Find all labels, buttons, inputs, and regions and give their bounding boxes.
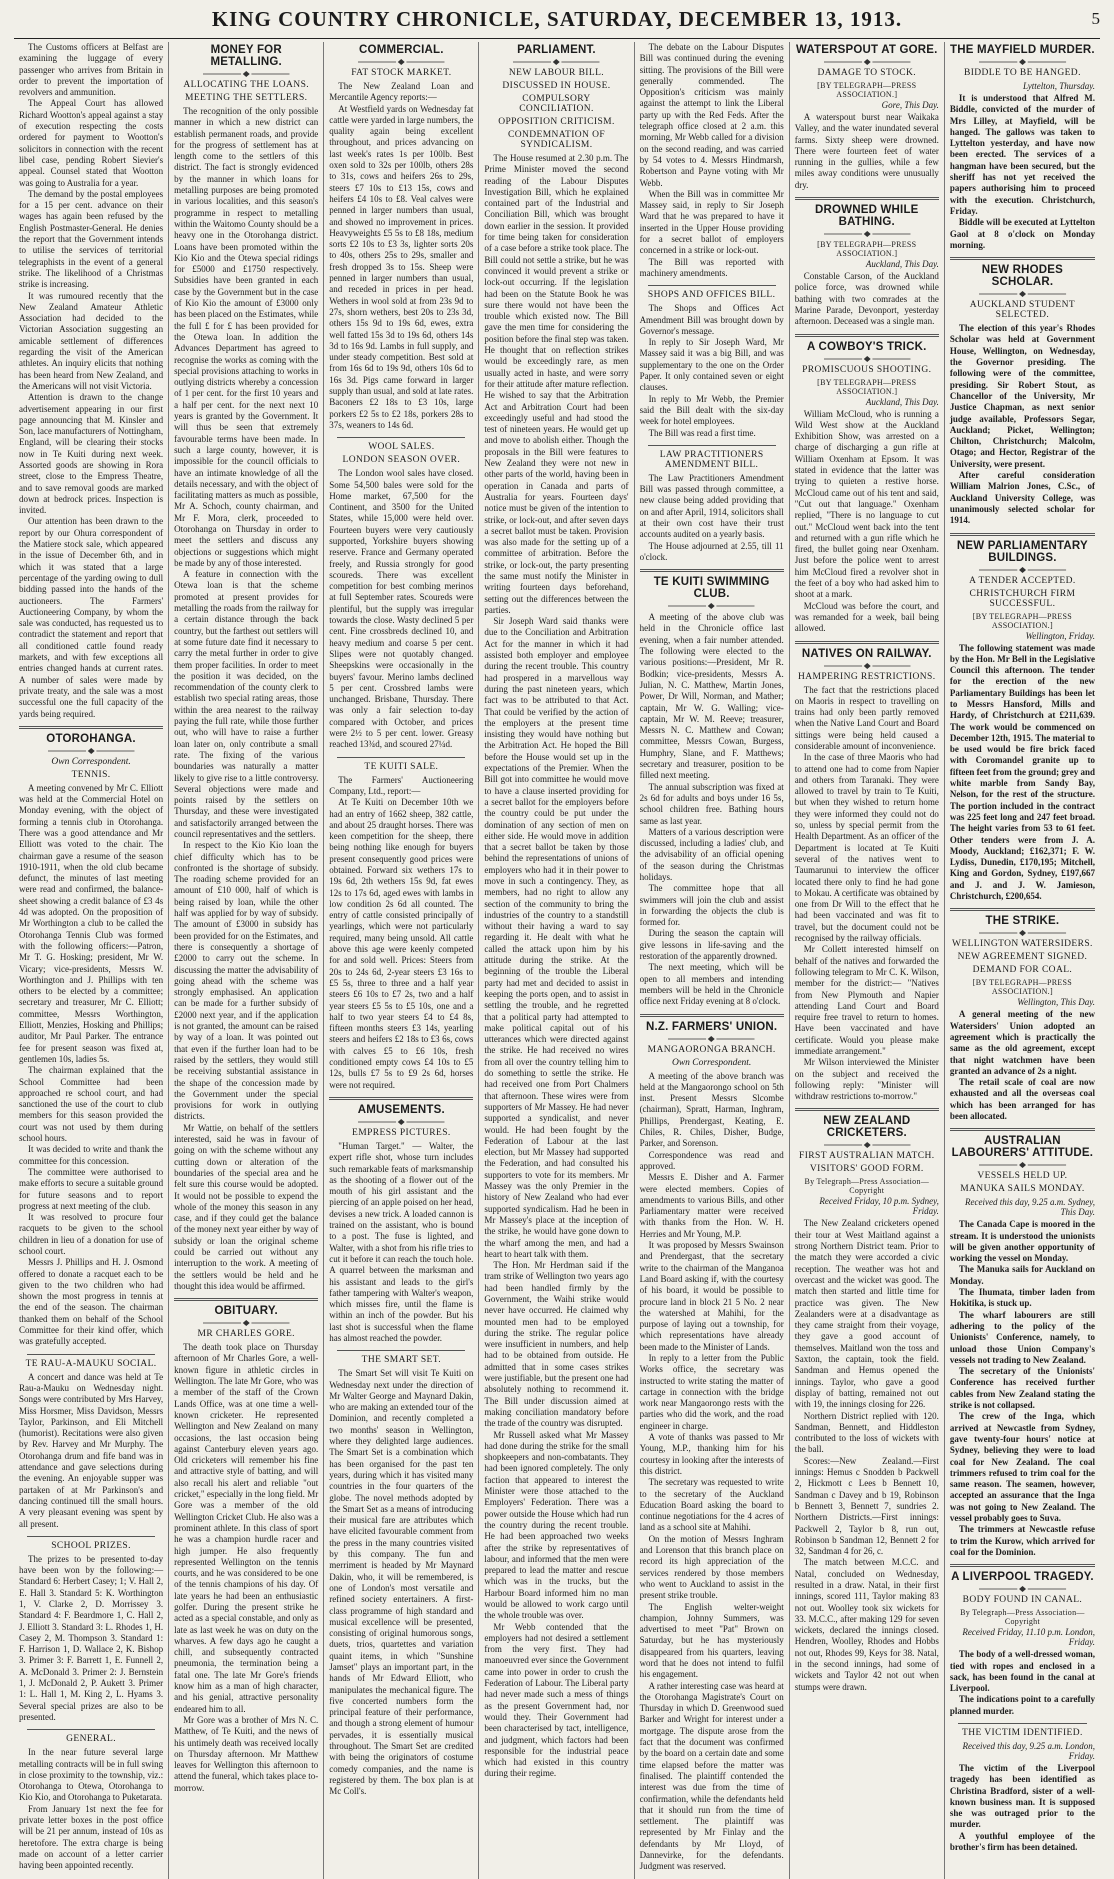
article-headline: NEW ZEALAND CRICKETERS. [823, 1115, 911, 1140]
article-dateline: [BY TELEGRAPH—PRESS ASSOCIATION.] [817, 81, 917, 99]
article [329, 437, 473, 750]
article-paragraph: A feature in connection with the Otewa loan is that the scheme promoted at present provides for metalling the roads from the railway for a certain distance through the back country, but the farthest out settlers will at some future date find it necessary to carry the metal further in order to give them proper facilities. In order to meet the position it was decided, on the recommendation of the county clerk to establish two special rating areas, those within the area nearest to the railway paying the full rate, while those further out, who will have to raise a further loan later on, only contribute a small rate. The fixing of the various boundaries was naturally a matter likely to give rise to a little controversy. Several objections were made and points raised by the settlers on Thursday, and these were investigated and satisfactorily arranged between the council representatives and the settlers. [174, 569, 319, 839]
article-paragraph: Scores:—New Zealand.—First innings: Hemus c Snodden b Packwell 2, Hickmott c Lees b Bennett 10, Sandman c Davey and b 19, Robinson b Bennett 3, Bennett 7, sundries 2. Northern Districts.—First innings: Packwell 2, Taylor b 8, run out, Robinson b Sandman 12, Bennett 2 for 32, Sandman 4 for 26, c. [794, 1455, 939, 1557]
article-paragraph: In reply to a letter from the Public Works office, the secretary was instructed to write stating the matter of cartage in connection with the bridge work near Mangaorongo rests with the parties who did the work, and the road engineer in charge. [639, 1352, 784, 1431]
column-5 [635, 42, 790, 1879]
article-paragraph: William McCloud, who is running a Wild West show at the Auckland Exhibition Show, was arrested on a charge of discharging a gun rifle at William Oxenham at Epsom. It was stated in evidence that the latter was trying to quieten a restive horse. McCloud came out of his tent and said, "Cut out that language." Oxenham replied, "There is no language to cut out." McCloud went back into the tent and returned with a gun rifle which he fired, the bullet going near Oxenham. Just before the police went to arrest him McCloud fired a revolver shot in the feet of a boy who had asked him to shoot at a mark. [794, 408, 939, 600]
article-paragraph: Northern District replied with 120. Sandman, Bennett, and Hiddleston contributed to the loss of wickets with the ball. [794, 1410, 939, 1455]
article-paragraph: The next meeting, which will be open to all members and intending members will be held in the Chronicle office next Friday evening at 8 o'clock. [639, 962, 784, 1007]
article-paragraph: Mr Wilson interviewed the Minister on the subject and received the following reply: "Minister will withdraw restrictions to-morrow." [794, 1057, 939, 1102]
article-paragraph: The committee hope that all swimmers will join the club and assist in forwarding the objects the club is formed for. [639, 883, 784, 928]
ornamental-rule [358, 1119, 444, 1125]
article-paragraph: The death took place on Thursday afternoon of Mr Charles Gore, a well-known figure in athletic circles in Wellington. The late Mr Gore, who was a member of the staff of the Crown Lands Office, was at one time a well-known cricketer. He represented Wellington and New Zealand on many occasions, the last occasion being against Canterbury eleven years ago. Old cricketers will remember his fine and attractive style of batting, and will also recall his alert and reliable "out cricket," especially in the long field. Mr Gore was a member of the old Wellington Cricket Club. He also was a prominent athlete. In this class of sport he was a champion hurdle racer and high jumper. He also frequently represented Wellington on the tennis courts, and he was considered to be one of the tennis champions of his day. Of late years he had been an enthusiastic golfer. During the present strike he acted as a special constable, and only as late as last week he was on duty on the wharves. A few days ago he caught a chill, and subsequently contracted pneumonia, the termination being a fatal one. The late Mr Gore's friends know him as a man of high character, and his genial, attractive personality endeared him to all. [174, 1342, 319, 1714]
article-paragraph: Mr Collett interested himself on behalf of the natives and forwarded the following telegram to Mr C. K. Wilson, member for the district:— "Natives from New Plymouth and Napier attending Land Court and Board require free travel to return to homes. Have been vaccinated and have certificate. Would you please make immediate arrangement." [794, 944, 939, 1056]
article-paragraph: The Canada Cape is moored in the stream. It is understood the unionists will be given another opportunity of working the vessel on Monday. [949, 1219, 1095, 1264]
article-paragraph: The English welter-weight champion, Johnny Summers, was advertised to meet "Pat" Brown on Saturday, but he has mysteriously disappeared from his quarters, leaving word that he does not intend to fulfil his engagement. [639, 1601, 784, 1680]
article [795, 44, 939, 191]
article-headline: N.Z. FARMERS' UNION. [645, 1020, 778, 1033]
article-subheading: VISITORS' GOOD FORM. [809, 1164, 924, 1175]
article-paragraph: The secretary was requested to write to the secretary of the Auckland Education Board asking the board to continue negotiations for the 4 acres of land as a school site at Mahihi. [639, 1477, 784, 1533]
article-subheading: VESSELS HELD UP. [977, 1171, 1068, 1182]
article-subheading: COMPULSORY CONCILIATION. [519, 94, 594, 114]
article-paragraph: The Bill was reported with machinery amendments. [639, 256, 784, 278]
article [950, 1128, 1095, 1558]
section-separator [337, 757, 465, 758]
article-paragraph: The fact that the restrictions placed on Maoris in respect to travelling on trains had only been partly removed when the Native Land Court and Board sittings were being held caused a considerable amount of inconvenience. [794, 684, 939, 751]
article-paragraph: On the motion of Messrs Inghram and Lorenson that this branch place on record its high appreciation of the services rendered by those members who went to Auckland to assist in the present strike trouble. [639, 1533, 784, 1601]
article-paragraph: A general meeting of the new Watersiders' Union adopted an agreement which is practically the same as the old agreement, except that night watchmen have been granted an advance of 2s a night. [949, 1009, 1095, 1076]
article-paragraph: A youthful employee of the brother's firm has been detained. [949, 1830, 1095, 1853]
article-subheading: BIDDLE TO BE HANGED. [963, 68, 1081, 78]
article-separator [950, 1128, 1095, 1131]
article-paragraph: The demand by the postal employees for a 15 per cent. advance on their wages has again been refused by the English Postmaster-General. He denies the report that the Government intends to utilise the services of territorial telegraphists in the event of a general strike. The likelihood of a Christmas strike is increasing. [19, 188, 164, 290]
article-paragraph: The Farmers' Auctioneering Company, Ltd., report:— [329, 774, 474, 796]
article [484, 44, 628, 1780]
article-paragraph: A meeting of the above club was held in the Chronicle office last evening, when a fair number attended. The following were elected to the various positions:—President, Mr R. Bodkin; vice-presidents, Messrs A. Julian, N. C. Matthew, Martin Jones, Power, Dr Will, Norman, and Mather; captain, Mr W. G. Walling; vice-captain, Mr W. M. Reeve; treasurer, Messrs N. C. Matthew and Cowan; committee, Messrs Cowan, Burgess, Humphry, Slane, and F. Matthews; secretary and treasurer, position to be filled next meeting. [639, 612, 784, 781]
article [795, 1108, 939, 1692]
article-paragraph: At Westfield yards on Wednesday fat cattle were yarded in large numbers, the quality again being excellent throughout, and prices advancing on last week's rates 1s per 100lb. Best oxen sold to 32s per 100lb, others 28s to 31s, cows and heifers 26s to 29s, steers £7 10s to £13 15s, cows and heifers £4 10s to £8. Veal calves were penned in larger numbers than usual, and showed no improvement in prices. Heavyweights £5 5s to £8 18s, medium sorts £2 10s to £3 3s, lighter sorts 20s to 40s, others 25s to 29s, smaller and fresh dropped 3s to 15s. Sheep were penned in larger numbers than usual, and receded in prices in per head. Wethers in wool sold at from 23s 9d to 27s, shorn wethers, best 20s to 23s 3d, others 15s 9d to 19s 6d, ewes, extra well fatted 15s 3d to 19s 6d, others 14s 3d to 16s 9d. Lambs in full supply, and under steady competition. Best sold at from 16s 6d to 19s 9d, others 10s 6d to 16s 3d. Pigs came forward in larger supply than usual, and sold at late rates. Baconers £2 18s to £3 10s, large porkers £2 5s to £2 18s, porkers 28s to 37s, weaners to 14s 6d. [329, 103, 474, 430]
article-subheading: THE VICTIM IDENTIFIED. [962, 1727, 1083, 1738]
article-paragraph: The retail scale of coal are now exhausted and all the overseas coal which has been arranged for has been allocated. [949, 1077, 1095, 1121]
article-paragraph: When the Bill was in committee Mr Massey said, in reply to Sir Joseph Ward that he was prepared to have it inserted in the Upper House providing for a secret ballot of employers concerned in a strike or lock-out. [639, 188, 784, 256]
article-subheading: MANUKA SAILS MONDAY. [960, 1184, 1085, 1195]
article-subheading: SCHOOL PRIZES. [51, 1540, 131, 1551]
article [329, 757, 473, 1091]
column-3 [324, 42, 479, 1879]
article-separator [795, 641, 939, 644]
ornamental-rule [979, 291, 1066, 297]
column-4 [479, 42, 634, 1879]
article-paragraph: "Human Target." — Walter, the expert rifle shot, whose turn includes such remarkable feats of marksmanship as the shooting of a flower out of the mouth of his girl assistant and the piercing of an apple poised on her head, devises a new trick. A loaded cannon is trained on the assistant, who is bound to a post. The fuse is lighted, and Walter, with a shot from his rifle tries to cut it before it can reach the touch hole. A quarrel between the marksman and his assistant and leads to the girl's father tampering with Walter's weapon, which misses fire, until the flame is within an inch of the powder. But his last shot is successful when the flame has almost reached the powder. [329, 1140, 474, 1343]
article-paragraph: The Ihumata, timber laden from Hokitika, is stuck up. [949, 1287, 1095, 1309]
article-subheading: DISCUSSED IN HOUSE. [502, 81, 611, 91]
article-paragraph: After careful consideration William Malrion Jones, C.Sc., of Auckland University College, was unanimously selected scholar for 1914. [949, 470, 1095, 526]
article [329, 1350, 473, 1797]
article-paragraph: McCloud was before the court, and was remanded for a week, bail being allowed. [794, 600, 939, 634]
article-paragraph: The secretary of the Unionists' Conference has received further cables from New Zealand stating the strike is not collapsed. [949, 1366, 1095, 1411]
article-paragraph: The Appeal Court has allowed Richard Wootton's appeal against a stay of execution respecting the costs ordered for payment to Wootton's solicitors in connection with the recent libel case, pending Robert Sievier's appeal. Counsel stated that Wootton was going to Australia for a year. [19, 98, 164, 188]
article-paragraph: The Hon. Mr Herdman said if the tram strike of Wellington two years ago had been handled firmly by the Government, the Waihi strike would never have occurred. He claimed why mounted men had to be employed during the strike. The regular police were insufficient in numbers, and help had to be obtained from outside. He admitted that in some cases strikes were justifiable, but the present one had absolutely nothing to recommend it. The Bill under discussion aimed at making conciliation mandatory before the trade of the country was disrupted. [484, 1260, 629, 1429]
article-subheading: AUCKLAND STUDENT SELECTED. [969, 300, 1076, 321]
article-separator [795, 1108, 939, 1111]
article-place-date: Received this day, 9.25 a.m. Sydney, This Day. [965, 1197, 1095, 1218]
article-paragraph: The committee were authorised to make efforts to secure a suitable ground for future seasons and to report progress at next meeting of the club. [19, 1166, 164, 1211]
article-separator [950, 533, 1095, 536]
article-subheading: ALLOCATING THE LOANS. [183, 80, 310, 90]
article-paragraph: In respect to the Kio Kio loan the chief difficulty which has to be confronted is the shortage of subsidy. The roading scheme provided for an amount of £10 000, half of which is being raised by loan, while the other half was applied for by way of subsidy. The amount of £3000 in subsidy has been provided for on the Estimates, and there is consequently a shortage of £2000 to carry out the scheme. In discussing the matter the advisability of going ahead with the scheme was strongly emphasised. An application can be made for a further subsidy of £2000 next year, and if the application is not granted, the amount can be raised by way of a loan. It was pointed out that even if the further loan had to be raised by the settlers, they would still be receiving substantial assistance in the shape of the concession made by the Government under the special provisions for work in outlying districts. [174, 840, 319, 1122]
article-paragraph: A concert and dance was held at Te Rau-a-Mauku on Wednesday night. Songs were contributed by Mrs Harvey, Miss Horsmer, Miss Davidson, Messrs Taylor, Parkinson, and Eli Mitchell (humorist). Recitations were also given by Rev. Harvey and Mr Murphy. The Otorohanga drum and fife band was in attendance and gave selections during the evening. An enjoyable supper was partaken of at Mr Parkinson's and dancing continued till the small hours. A very pleasant evening was spent by all present. [19, 1371, 164, 1529]
article-dateline: [BY TELEGRAPH—PRESS ASSOCIATION.] [817, 377, 917, 396]
article-paragraph: The Shops and Offices Act Amendment Bill was brought down by Governor's message. [639, 303, 784, 336]
article-paragraph: From January 1st next the fee for private letter boxes in the post office will be 21 per annum, instead of 10s as heretofore. The extra charge is being made on account of a letter carrier having been appointed recently. [19, 1803, 164, 1871]
article-paragraph: It was decided to write and thank the committee for this concession. [19, 1144, 164, 1166]
column-2 [169, 42, 324, 1879]
article-place-date: Received Friday, 11.10 p.m. London, Friday. [962, 1627, 1095, 1648]
article [640, 569, 784, 1007]
article-paragraph: The debate on the Labour Disputes Bill was continued during the evening sitting. The provisions of the Bill were generally commended. The Opposition's criticism was mainly against the attempt to link the Liberal party up with the Red Feds. After the telegraph office closed at 2 a.m. this morning, Mr Webb called for a division on the second reading, and was carried by 54 votes to 4. Messrs Hindmarsh, Robertson and Payne voting with Mr Webb. [639, 42, 784, 188]
section-separator [27, 1729, 155, 1730]
article-paragraph: It was resolved to procure four racquets to be given to the school children in lieu of a donation for use of school court. [19, 1212, 164, 1256]
ornamental-rule [824, 356, 910, 362]
column-7 [945, 42, 1100, 1879]
article [640, 42, 784, 279]
ornamental-rule [668, 603, 754, 609]
article-paragraph: In the near future several large metalling contracts will be in full swing in close proximity to the township, viz.: Otorohanga to Otewa, Otorohanga to Kio Kio, and Otorohanga to Puketarata. [19, 1747, 164, 1803]
article-subheading: TE RAU-A-MAUKU SOCIAL. [25, 1358, 157, 1369]
article-paragraph: Attention is drawn to the change advertisement appearing in our first page announcing that M. Kinsler and Son, lace manufacturers of Nottingham, England, will be clearing their stocks now in Te Kuiti during next week. Assorted goods are showing in Rora street, close to the Empress Theatre, and to save removal goods are marked down at bedrock prices. Inspection is invited. [19, 392, 164, 516]
article-separator [950, 1564, 1095, 1567]
article-paragraph: In reply to Mr Webb, the Premier said the Bill dealt with the six-day week for hotel employees. [639, 393, 784, 427]
article-headline: A COWBOY'S TRICK. [807, 340, 927, 353]
article-place-date: Wellington, This Day. [1017, 997, 1095, 1008]
column-1 [14, 42, 169, 1879]
ornamental-rule [824, 59, 910, 65]
article-paragraph: A meeting of the above branch was held at the Mangaorongo school on 5th inst. Present Messrs Slcombe (chairman), Spratt, Harman, Inghram, Phillips, Prendergast, Keating, E. Chiles, R. Chiles, Disher, Budge, Parker, and Sorenson. [639, 1070, 784, 1149]
article-paragraph: A vote of thanks was passed to Mr Young, M.P., thanking him for his courtesy in looking after the interests of this district. [639, 1432, 784, 1476]
article-headline: OBITUARY. [214, 1305, 278, 1318]
article-headline: TE KUITI SWIMMING CLUB. [653, 576, 770, 601]
ornamental-rule [979, 930, 1066, 936]
article-separator [174, 1298, 318, 1301]
article-paragraph: Mr Webb contended that the employers had not desired a settlement from the very first. They had manoeuvred ever since the Government came into power in order to crush the Federation of Labour. The Liberal party had never made such a mess of things as the present Government had, nor would they. Their Government had been characterised by tact, intelligence, and judgment, which factors had been responsible for the industrial peace which had existed in this country during their regime. [484, 1621, 629, 1779]
article-paragraph: The election of this year's Rhodes Scholar was held at Government House, Wellington, on Wednesday, the Governor presiding. The following were of the committee, presiding. Sir Robert Stout, as Chancellor of the University, Mr Justice Chapman, as next senior judge available, Professors Segar, Auckland; Picket, Wellington; Chilton, Christchurch; Malcolm, Otago; and Hector, Registrar of the University, were present. [949, 323, 1095, 469]
article-headline: A LIVERPOOL TRAGEDY. [951, 1571, 1094, 1584]
article-paragraph: Matters of a various description were discussed, including a ladies' club, and the advisability of an official opening of the season during the Christmas holidays. [639, 826, 784, 882]
article-subheading: DEMAND FOR COAL. [972, 965, 1073, 976]
article [950, 533, 1095, 903]
article [640, 445, 784, 563]
section-separator [958, 1723, 1087, 1724]
article-headline: NATIVES ON RAILWAY. [801, 647, 932, 660]
article-subheading: OPPOSITION CRITICISM. [498, 117, 615, 127]
article-paragraph: Messrs E. Disher and A. Farmer were elected members. Copies of amendments to various Bills, and other Parliamentary matter were received with thanks from the Hon. W. H. Herries and Mr Young, M.P. [639, 1172, 784, 1239]
article [174, 44, 318, 1292]
article-place-date: Received this day, 9.25 a.m. London, Friday. [962, 1740, 1095, 1761]
columns-container [14, 42, 1100, 1872]
article-separator [795, 334, 939, 337]
article-paragraph: Sir Joseph Ward said thanks were due to the Conciliation and Arbitration Act for the manner in which it had assisted both employer and employee during the recent trouble. This country had prospered in a marvellous way during the past nineteen years, which fact was to be attributed to that Act. That could be verified by the action of the employers at the present time insisting they would have nothing but the Arbitration Act. He hoped the Bill before the House would set up in the expectations of the Premier. When the Bill got into committee he would move to have a clause inserted providing for a secret ballot for the employers before the country could be put under the domination of any section of men on either side. He would move in addition that a secret ballot be taken by those behind the representations of unions of employers who had it in their power to move in such a contingency. They, as members, had no right to allow any section of the community to bring the industries of the country to a standstill without their having a ward to say regarding it. He dealt with what he called the attack upon him by his attitude during the strike. At the beginning of the trouble the Liberal party had met and decided to assist in keeping the ports open, and to assist in settling the trouble, and he regretted that a political party had attempted to make political capital out of his utterances which were directed against the strike. He had received no wires from all over the country telling him to do something to settle the strike. He had received one from Port Chalmers that afternoon. These wires were from supporters of Mr Massey. He had never supported a syndicalist, and never would. He had been fought by the Federation of Labour at the last election, but Mr Massey had supported the Federation, and had consulted his supporters to vote for its members. Mr Massey was the only Premier in the history of New Zealand who had ever supported syndicalism. Had he been in Mr Massey's place at the inception of the strike, he would have gone down to the wharf among the men, and had a heart to heart talk with them. [484, 616, 629, 1259]
article [950, 908, 1095, 1122]
article [950, 1723, 1095, 1853]
article [795, 334, 939, 635]
article [795, 641, 939, 1103]
article [950, 44, 1095, 251]
article-headline: COMMERCIAL. [359, 44, 444, 56]
article-subheading: THE SMART SET. [361, 1355, 442, 1366]
article-subheading: Own Correspondent. [51, 756, 131, 767]
article-headline: WATERSPOUT AT GORE. [795, 44, 938, 56]
article-paragraph: The trimmers at Newcastle refuse to trim the Kurow, which arrived for coal for the Dominion. [949, 1524, 1095, 1557]
article-place-date: Auckland, This Day. [865, 396, 939, 407]
section-separator [648, 445, 776, 446]
article-subheading: NEW LABOUR BILL. [508, 68, 605, 78]
ornamental-rule [48, 748, 134, 754]
article-subheading: CONDEMNATION OF SYNDICALISM. [507, 130, 606, 150]
article-paragraph: Our attention has been drawn to the report by our Ohura correspondent of the Matiere stock sale, which appeared in the issue of December 6th, and in which it was stated that a large percentage of the yarding owing to dull bidding passed into the hands of the auctioneers. The Farmers' Auctioneering Company, by whom the sale was conducted, has requested us to contradict the statement and report that all conditioned cattle found ready markets, and with few exceptions all entries changed hands at current rates. A number of sales were made by private treaty, and the sale was a most successful one the full capacity of the yards being required. [19, 516, 164, 719]
article-subheading: MEETING THE SETTLERS. [184, 93, 308, 103]
article-paragraph: Constable Carson, of the Auckland police force, was drowned while bathing with two comrades at the Marine Parade, Devonport, yesterday afternoon. Deceased was a single man. [794, 271, 939, 327]
article-subheading: WELLINGTON WATERSIDERS. [952, 939, 1093, 950]
article [329, 1097, 473, 1344]
article-headline: OTOROHANGA. [46, 732, 136, 745]
article-paragraph: Mr Wattie, on behalf of the settlers interested, said he was in favour of going on with the scheme without any cutting down or alteration of the boundaries of the special area and he felt sure this course would be adopted. It would not be possible to expend the whole of the money this season in any case, and if they could get the balance of the money next year either by way of subsidy or loan the original scheme could be carried out without any interruption to the work. A meeting of the settlers would be held and he thought this idea would be affirmed. [174, 1122, 319, 1291]
article-subheading: WOOL SALES. [368, 442, 435, 453]
article-paragraph: The prizes to be presented to-day have been won by the following:— Standard 6: Herbert Casey; 1; V. Hall 2, E. Hall 3. Standard 5: K. Worthington 1, V. Clarke 2, D. Morrissey 3. Standard 4: F. Beardmore 1, C. Hall 2, J. Elliott 3. Standard 3: L. Rhodes 1, H. Casey 2, M. Thompson 3. Standard 1: F. Harrison 1, D. Wallace 2, K. Bishop 3. Primer 3: F. Barrett 1, E. Funnell 2, A. McDonald 3. Primer 2: J. Bernstein 1, J. McDonald 2, P. Aukett 3. Primer 1: L. Hall 1, M. King 2, L. Hyams 3. Several special prizes are also to be presented. [19, 1553, 164, 1722]
article-paragraph: The annual subscription was fixed at 2s 6d for adults and boys under 16 5s, school children free. Bathing hours same as last year. [639, 781, 784, 826]
article-paragraph: In reply to Sir Joseph Ward, Mr Massey said it was a big Bill, and was supplementary to the one on the Order Paper. It only contained seven or eight clauses. [639, 337, 784, 393]
ornamental-rule [979, 59, 1066, 65]
article-paragraph: The crew of the Inga, which arrived at Newcastle from Sydney, gave twenty-four hours' notice at Sydney, believing they were to load coal for New Zealand. The coal trimmers refused to trim coal for the same reason. The seamen, however, accepted an assurance that the Inga was not going to New Zealand. The vessel probably goes to Suva. [949, 1411, 1095, 1524]
article [174, 1298, 318, 1794]
article-subheading: Own Correspondent. [671, 1057, 752, 1068]
article-place-date: Received Friday, 10 p.m. Sydney, Friday. [819, 1196, 939, 1217]
article-subheading: HAMPERING RESTRICTIONS. [798, 671, 936, 682]
masthead [14, 0, 1100, 39]
ornamental-rule [358, 59, 444, 65]
section-separator [337, 437, 465, 438]
article-dateline: [BY TELEGRAPH—PRESS ASSOCIATION.] [972, 611, 1073, 630]
ornamental-rule [824, 663, 910, 669]
ornamental-rule [513, 59, 599, 65]
article-paragraph: It was rumoured recently that the New Zealand Amateur Athletic Association had decided to the Victorian Association suggesting an amicable settlement of differences regarding the visit of the American athletes. An inquiry elicits that nothing has been heard from New Zealand, and the Americans will not visit Victoria. [19, 290, 164, 391]
article-paragraph: Messrs J. Phillips and H. J. Osmond offered to donate a racquet each to be given to the two children who had shown the most progress in tennis at the end of the season. The chairman thanked them on behalf of the School Committee for their kind offer, which was gratefully accepted. [19, 1257, 164, 1347]
article [950, 1564, 1095, 1717]
article-subheading: A TENDER ACCEPTED. [969, 575, 1076, 586]
article-subheading: DAMAGE TO STOCK. [817, 68, 917, 78]
article-paragraph: The victim of the Liverpool tragedy has been identified as Christina Bradford, sister of a well-known business man. It is supposed she was outraged prior to the murder. [949, 1762, 1095, 1830]
article-subheading: LONDON SEASON OVER. [342, 455, 461, 466]
article-headline: THE MAYFIELD MURDER. [950, 44, 1095, 56]
article-paragraph: It is understood that Alfred M. Biddle, convicted of the murder of Mrs Lilley, at Mayfield, will be hanged. The gallows was taken to Lyttelton yesterday, and have now been erected. The services of a hangman have been secured, but the sheriff has not yet received the papers authorising him to proceed with the execution. Christchurch, Friday. [949, 93, 1095, 216]
article-paragraph: The chairman explained that the School Committee had been approached re school court, and had sanctioned the use of the court to club members for this season provided the court was not used by them during school hours. [19, 1065, 164, 1144]
article-paragraph: During the season the captain will give lessons in life-saving and the restoration of the apparently drowned. [639, 928, 784, 962]
article-dateline: By Telegraph—Press Association—Copyright [804, 1177, 930, 1196]
section-separator [27, 1354, 155, 1355]
section-separator [337, 1350, 465, 1351]
article-paragraph: A rather interesting case was heard at the Otorohanga Magistrate's Court on Thursday in which D. Greenwood sued Barker and Wright for interest under a mortgage. The dispute arose from the fact that the document was confirmed by the board on a certain date and some time elapsed before the matter was finalised. The plaintiff contended the interest was due from the time of confirmation, while the defendants held that it should run from the time of settlement. The plaintiff was represented by Mr Finlay and the defendants by Mr Lloyd, of Dannevirke, for the defendants. Judgment was reserved. [639, 1680, 784, 1872]
article-subheading: CHRISTCHURCH FIRM SUCCESSFUL. [969, 588, 1076, 609]
article-paragraph: The New Zealand cricketers opened their tour at West Maitland against a strong Northern District team. Prior to the match they were accorded a civic reception. The weather was hot and overcast and the wicket was good. The match then started and little time for practice was given. The New Zealanders were at a disadvantage as they came straight from their voyage, they gave a good account of themselves. Maitland won the toss and Saxton, the captain, took the field. Sandman and Hemus opened the innings. Taylor, who gave a good display of batting, remained not out with 19, the innings closing for 226. [794, 1218, 939, 1410]
ornamental-rule [979, 1586, 1066, 1592]
article-subheading: BODY FOUND IN CANAL. [962, 1595, 1083, 1606]
article-paragraph: The wharf labourers are still adhering to the policy of the Unionists' Conference, namely, to unload those Union Company's vessels not trading to New Zealand. [949, 1309, 1095, 1365]
section-separator [648, 285, 776, 286]
article-dateline: [BY TELEGRAPH—PRESS ASSOCIATION.] [817, 240, 917, 259]
article-paragraph: In the case of three Maoris who had to attend one had to come from Napier and others from Taranaki. They were allowed to travel by train to Te Kuiti, but when they wished to return home they were informed they could not do so, unless by special permit from the Health Department. As an officer of the Department is located at Te Kuiti several of the natives went to Taumarunui to interview the officer located there only to find he had gone to Mokau. A certificate was obtained by one from Dr Will to the effect that he had been vaccinated and was fit to travel, but the document could not be recognised by the railway officials. [794, 752, 939, 944]
ornamental-rule [979, 567, 1066, 573]
article-headline: PARLIAMENT. [517, 44, 596, 56]
article-separator [950, 257, 1095, 260]
article [329, 44, 473, 431]
article [19, 42, 163, 720]
article-headline: DROWNED WHILE BATHING. [815, 204, 919, 229]
article-paragraph: The Smart Set will visit Te Kuiti on Wednesday next under the direction of Mr Walter George and Maynard Dakin, who are making an extended tour of the Dominion, and recently completed a two months' season in Wellington, where they delighted large audiences. The Smart Set is a combination which has been organised for the past ten years, during which it has visited many countries in the four quarters of the globe. The novel methods adopted by the Smart Set as a means of introducing their musical fare are attributes which have elicited favourable comment from the press in the many countries visited by this company. The fun and merriment is headed by Mr Maynard Dakin, who, it will be remembered, is one of London's most versatile and refined society entertainers. A first-class programme of high standard and musical excellence will be presented, consisting of original humorous songs, duets, trios, quartettes and variation quaint items, in which "Sunshine Jamset" plays an important part, in the hands of Mr Edward Elliott, who manipulates the mechanical figure. The five concerted numbers form the principal feature of their performance, and though a strong element of humour pervades, it is essentially musical throughout. The Smart Set are credited with being the originators of costume comedy companies, and the name is registered by them. The box plan is at Mc Coll's. [329, 1368, 474, 1797]
article-paragraph: The Customs officers at Belfast are examining the luggage of every passenger who arrives from Britain in order to prevent the importation of revolvers and ammunition. [19, 42, 164, 98]
article-paragraph: The recognition of the only possible manner in which a new district can establish permanent roads, and provide for the progress of settlement has at length come to the settlers of this district. The fact is strongly evidenced by the manner in which loans for metalling purposes are being promoted in various localities, and this season's programme in respect to metalling within the Waitomo County should be a heavy one in the Otorohanga district. Loans have been promoted within the Kio Kio and the Otewa special ridings for £5000 and £1750 respectively. Subsidies have been granted in each case by the Government but in the case of Kio Kio the amount of £3000 only has been placed on the Estimates, while the full £ for £ has been provided for the Otewa loan. In addition the Advances Department has agreed to recognise the works as coming with the special provisions attaching to works in outlying districts whereby a concession of 1 per cent. for the first 10 years and a half per cent. for the next next 10 years is granted by the Government. It will thus be seen that extremely favourable terms have been made. In such a large county, however, it is impossible for the council officials to have an intimate knowledge of all the details necessary, and with the object of facilitating matters as much as possible, Mr A. Schoch, county chairman, and Mr F. Mora, clerk, proceeded to Otorohanga on Thursday in order to meet the settlers and discuss any objections or suggestions which might be made by any of those interested. [174, 106, 319, 568]
article [640, 285, 784, 439]
article-paragraph: The match between M.C.C. and Natal, concluded on Wednesday, resulted in a draw. Natal, in their first innings, scored 111, Taylor making 83 not out. Woolley took six wickets for 33. M.C.C., after making 129 for seven wickets, declared the innings closed. Hendren, Woolley, Rhodes and Hobbs not out, Rhodes 99, Keys for 38. Natal, in the second innings, had some of wickets and Taylor 42 not out when stumps were drawn. [794, 1557, 939, 1692]
article-subheading: FIRST AUSTRALIAN MATCH. [799, 1151, 935, 1162]
page-number: 5 [1091, 9, 1100, 28]
article-place-date: Gore, This Day. [881, 100, 939, 110]
article-subheading: MR CHARLES GORE. [197, 1329, 295, 1340]
article-separator [329, 1097, 473, 1100]
ornamental-rule [979, 1162, 1066, 1168]
article-separator [640, 569, 784, 572]
article-paragraph: The body of a well-dressed woman, tied with ropes and enclosed in a sack, has been found in the canal at Liverpool. [949, 1649, 1095, 1694]
article-paragraph: Mr Gore was a brother of Mrs N. C. Matthew, of Te Kuiti, and the news of his untimely death was received locally on Thursday afternoon. Mr Matthew leaves for Wellington this afternoon to attend the funeral, which takes place to-morrow. [174, 1714, 319, 1793]
article-subheading: TENNIS. [71, 769, 111, 780]
ornamental-rule [824, 1142, 910, 1148]
article-place-date: Wellington, Friday. [1025, 630, 1095, 641]
article-paragraph: The House resumed at 2.30 p.m. The Prime Minister moved the second reading of the Labour Disputes Investigation Bill, which he explained contained part of the Industrial and Conciliation Bill, which was brought down earlier in the session. It provided for time being taken for consideration of a case before a strike took place. The Bill could not settle a strike, but he was convinced it would prevent a strike or lock-out occurring. If the legislation had been on the Statute Book he was sure there would not have been the trouble which existed now. The Bill gave the men time for considering the position before the final step was taken. He thought that on reflection strikes would be exceedingly rare, as men usually acted in haste, and were sorry for their attitude after mature reflection. He wished to say that the Arbitration Act and Arbitration Court had been exceedingly useful and had stood the test of nineteen years. He would get up and move to abolish either. Though the proposals in the Bill were features to New Zealand they were not new in other parts of the world, having been in operation in Canada and parts of Australia for years. Fourteen days' notice must be given of the intention to strike, or lock-out, and after seven days a secret ballot must be taken. Provision was also made for the setting up of a committee of arbitration. Before the strike, or lock-out, the party presenting the same must notify the Minister in writing fourteen days beforehand, setting out the differences between the parties. [484, 153, 629, 615]
article-headline: THE STRIKE. [985, 915, 1060, 928]
article-paragraph: A waterspout burst near Waikaka Valley, and the water inundated several farms. Sixty sheep were drowned. There were fourteen feet of water running in the gullies, while a few miles away conditions were unusually dry. [794, 112, 939, 190]
article-subheading: LAW PRACTITIONERS AMENDMENT BILL. [659, 449, 764, 470]
article [19, 1536, 163, 1723]
article-paragraph: The Manuka sails for Auckland on Monday. [949, 1264, 1095, 1286]
article-headline: MONEY FOR METALLING. [210, 44, 282, 68]
section-separator [27, 1536, 155, 1537]
column-6 [790, 42, 945, 1879]
ornamental-rule [203, 1320, 289, 1326]
article-paragraph: The Law Practitioners Amendment Bill was passed through committee, a new clause being added providing that on and after April, 1914, solicitors shall at their own cost have their trust accounts audited on a yearly basis. [639, 472, 784, 540]
article-subheading: GENERAL. [66, 1734, 117, 1745]
article [795, 197, 939, 327]
article-subheading: PROMISCUOUS SHOOTING. [802, 364, 932, 375]
article-paragraph: Correspondence was read and approved. [639, 1149, 784, 1171]
article-headline: AMUSEMENTS. [357, 1103, 445, 1116]
article-subheading: FAT STOCK MARKET. [351, 68, 452, 78]
article [19, 726, 163, 1348]
article-separator [950, 908, 1095, 911]
article-separator [19, 726, 163, 729]
article-separator [795, 197, 939, 200]
article-paragraph: Mr Russell asked what Mr Massey had done during the strike for the small shopkeepers and non-combatants. They had been ignored completely. The only faction that appeared to interest the Minister were those attached to the Employers' Federation. There was a power outside the House which had run the country during the recent trouble. He had been approached two weeks after the strike by representatives of labour, and informed that the men were prepared to lead the matter and rescue which was in the trucks, but the Harbour Board informed him no man would be allowed to work cargo until the whole trouble was over. [484, 1429, 629, 1621]
article-headline: NEW PARLIAMENTARY BUILDINGS. [956, 539, 1088, 564]
article-subheading: SHOPS AND OFFICES BILL. [647, 290, 776, 301]
article-paragraph: The following statement was made by the Hon. Mr Bell in the Legislative Council this afternoon. The tender for the erection of the new Parliamentary Buildings has been let to Messrs Hansford, Mills and Hardy, of Christchurch at £211,639. The work would be commenced on December 12th, 1915. The material to be used would be fire brick faced with Coromandel granite up to fifteen feet from the ground; grey and white marble from Sandy Bay, Nelson, for the rest of the structure. The portion included in the contract was 225 feet long and 247 feet broad. The height varies from 53 to 61 feet. Other tenders were from J. A. Moody, Auckland; £162,371; F. W. Lydiss, Dunedin, £170,195; Mitchell, King and Gordon, Sydney, £197,667 and J. and J. W. Jamieson, Christchurch, £200,654. [949, 642, 1095, 902]
article [19, 1354, 163, 1530]
article-paragraph: The Bill was read a first time. [648, 427, 756, 438]
article-headline: AUSTRALIAN LABOURERS' ATTITUDE. [951, 1135, 1094, 1160]
article-dateline: By Telegraph—Press Association—Copyright [960, 1608, 1085, 1627]
article-place-date: Auckland, This Day. [865, 259, 939, 270]
article [640, 1014, 784, 1873]
article-place-date: Lyttelton, Thursday. [1022, 81, 1095, 91]
article-subheading: NEW AGREEMENT SIGNED. [957, 952, 1088, 963]
ornamental-rule [824, 231, 910, 237]
article-paragraph: A meeting convened by Mr C. Elliott was held at the Commercial Hotel on Monday evening, with the object of forming a tennis club in Otorohanga. There was a good attendance and Mr Elliott was voted to the chair. The chairman gave a resume of the season 1910-1911, when the old club became defunct, the minutes of last meeting were read and confirmed, the balance-sheet showing a credit balance of £3 4s 4d was adopted. On the proposition of Mr Worthington a club to be called the Otorohanga Tennis Club was formed with the following officers:—Patron, Mr T. G. Hosking; president, Mr W. Vicary; vice-presidents, Messrs W. Worthington and J. Phillips with ten others to be elected by a committee; secretary and treasurer, Mr C. Elliott; committee, Messrs Worthington, Elliott, Menzies, Hosking and Phillips; auditor, Mr Paul Parker. The entrance fee for present season was fixed at, gentlemen 10s, ladies 5s. [19, 782, 164, 1064]
article-paragraph: The New Zealand Loan and Mercantile Agency reports:— [329, 81, 474, 103]
article-separator [640, 1014, 784, 1017]
article-subheading: EMPRESS PICTURES. [352, 1127, 451, 1138]
article-headline: NEW RHODES SCHOLAR. [981, 264, 1064, 289]
article-paragraph: The House adjourned at 2.55, till 11 o'clock. [639, 540, 784, 562]
article [950, 257, 1095, 526]
article-paragraph: Biddle will be executed at Lyttelton Gaol at 8 o'clock on Monday morning. [949, 217, 1095, 250]
article-paragraph: The indications point to a carefully planned murder. [949, 1694, 1095, 1716]
ornamental-rule [203, 71, 289, 77]
newspaper-title: KING COUNTRY CHRONICLE, SATURDAY, DECEMBER 13, 1913. [211, 6, 903, 31]
article-dateline: [BY TELEGRAPH—PRESS ASSOCIATION.] [972, 978, 1073, 997]
article-paragraph: The London wool sales have closed. Some 54,500 bales were sold for the Home market, 67,500 for the Continent, and 3500 for the United States, while 15,000 were held over. Fourteen buyers were very cautiously supported, Yorkshire buyers showing reserve. France and Germany operated freely, and Russia strongly for good scoureds. There was excellent competition for best combing merinos at full September rates. Scoureds were plentiful, but the supply was irregular towards the close. Wasty declined 5 per cent. Fine crossbreds declined 10, and heavy medium and coarse 5 per cent. Slipes were not quotably changed. Sheepskins were occasionally in the buyers' favour. Merino lambs declined 5 per cent. Crossbred lambs were unchanged. Brisbane, Thursday. There was only a fair selection to-day compared with October, and prices were 2½ to 5 per cent. lower. Greasy reached 13¾d, and scoured 27¼d. [329, 468, 474, 750]
ornamental-rule [668, 1036, 754, 1042]
article-subheading: TE KUITI SALE. [364, 761, 439, 772]
article-paragraph: It was proposed by Messrs Swainson and Prendergast, that the secretary write to the chairman of the Manganoa Land Board asking if, with the courtesy of his board, it would be possible to procure land in block 21 5 No. 2 near the watershed at Mahihi, for the purpose of laying out a township, for which representations have already been made to the Minister of Lands. [639, 1240, 784, 1352]
article [19, 1729, 163, 1871]
article-paragraph: At Te Kuiti on December 10th we had an entry of 1662 sheep, 382 cattle, and about 25 draught horses. There was keen competition for the sheep, there being nothing like enough for buyers present consequently good prices were obtained. Forward six wethers 17s to 19s 6d, 2th wethers 15s 9d, fat ewes 12s to 17s 6d, aged ewes with lambs in low condition 2s 6d all counted. The entry of cattle consisted principally of yearlings, which were not particularly required, many being unsold. All cattle above this age were keenly competed for and sold well. Prices: Steers from 20s to 24s 6d, 2-year steers £3 16s to £5 5s, three to three and a half year steers £6 10s to £7 2s, two and a half year steers £5 5s to £5 10s, one and a half to two year steers £4 to £4 8s, fifteen months steers £3 14s, yearling steers and heifers £2 18s to £3 6s, cows with calves £5 to £6 10s, fresh conditioned empty cows £4 10s to £5 12s, bulls £7 5s to £9 2s 6d, horses were not required. [329, 797, 474, 1090]
article-subheading: MANGAORONGA BRANCH. [647, 1044, 776, 1055]
